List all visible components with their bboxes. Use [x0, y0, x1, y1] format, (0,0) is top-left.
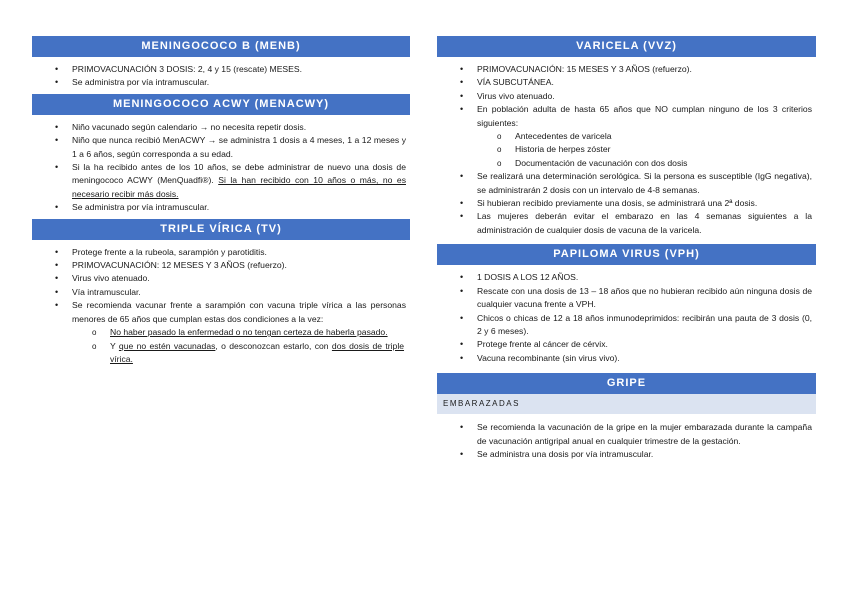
list-item: • Protege frente al cáncer de cérvix.: [437, 338, 816, 351]
underlined-note: dos dosis de triple vírica.: [110, 340, 405, 364]
menb-header: MENINGOCOCO B (MENB): [32, 36, 410, 57]
list-item: • Vacuna recombinante (sin virus vivo).: [437, 352, 816, 365]
gripe-header: GRIPE: [437, 373, 816, 394]
list-item: • Chicos o chicas de 12 a 18 años inmunodeprimidos: recibirán una pauta de 3 dosis (0, 2 y 6 meses).: [437, 312, 816, 339]
gripe-subheader: EMBARAZADAS: [437, 394, 816, 414]
list-item: • Protege frente a la rubeola, sarampión y parotiditis.: [32, 246, 410, 259]
list-item: • VÍA SUBCUTÁNEA.: [437, 76, 816, 89]
list-item: • Si hubieran recibido previamente una dosis, se administrará una 2ª dosis.: [437, 197, 816, 210]
list-item: • PRIMOVACUNACIÓN: 12 MESES Y 3 AÑOS (refuerzo).: [32, 259, 410, 272]
list-item: • Se administra por vía intramuscular.: [32, 76, 410, 89]
list-item: • Las mujeres deberán evitar el embarazo en las 4 semanas siguientes a la administración de cualquier dosis de vacuna de la varicela.: [437, 210, 816, 237]
list-item: • Se administra una dosis por vía intramuscular.: [437, 448, 816, 461]
list-item: • PRIMOVACUNACIÓN: 15 MESES Y 3 AÑOS (refuerzo).: [437, 63, 816, 76]
sub-list-item: o Historia de herpes zóster: [437, 143, 816, 156]
underlined-note: que no estén vacunadas: [118, 340, 216, 351]
varicela-list-continued: [437, 170, 816, 237]
list-item: • Niño vacunado según calendario → no necesita repetir dosis.: [32, 121, 410, 134]
list-item: • Se recomienda la vacunación de la gripe en la mujer embarazada durante la campaña de vacunación antigripal anual en cualquier trimestre de la gestación.: [437, 421, 816, 448]
list-item: [32, 161, 410, 201]
underlined-note: No haber pasado la enfermedad o no tengan certeza de haberla pasado.: [110, 327, 388, 338]
list-item: • Virus vivo atenuado.: [32, 272, 410, 285]
list-item-text: Si la ha recibido antes de los 10 años, se debe administrar de nuevo una dosis de meningococo ACWY (MenQuadfi®).: [72, 162, 406, 186]
list-item: • Se recomienda vacunar frente a sarampión con vacuna triple vírica a las personas menores de 65 años que cumplan estas dos condiciones a la vez:: [32, 299, 410, 326]
list-item: • Niño que nunca recibió MenACWY → se administra 1 dosis a 4 meses, 1 a 12 meses y 1 a 6 años, según corresponda a su edad.: [32, 134, 410, 161]
menacwy-header: MENINGOCOCO ACWY (MENACWY): [32, 94, 410, 115]
list-item: • Vía intramuscular.: [32, 286, 410, 299]
triple-viral-list: [32, 246, 410, 326]
text-fragment: Y: [110, 340, 116, 351]
underlined-note: Si la han recibido con 10 años o más, no es necesario recibir más dosis.: [72, 175, 406, 199]
menacwy-list: [32, 121, 410, 215]
sub-list-item: [32, 340, 410, 367]
menb-list: [32, 63, 410, 90]
triple-viral-header: TRIPLE VÍRICA (TV): [32, 219, 410, 240]
text-fragment: , o desconozcan estarlo, con: [215, 340, 329, 351]
list-item: • En población adulta de hasta 65 años que NO cumplan ninguno de los 3 criterios siguientes:: [437, 103, 816, 130]
varicela-list: [437, 63, 816, 130]
list-item: • Virus vivo atenuado.: [437, 90, 816, 103]
sub-list-item: o Antecedentes de varicela: [437, 130, 816, 143]
right-column: [437, 36, 816, 461]
list-item: • 1 DOSIS A LOS 12 AÑOS.: [437, 271, 816, 284]
left-column: [32, 36, 410, 366]
triple-viral-sublist: [32, 326, 410, 366]
varicela-sublist: [437, 130, 816, 170]
list-item: • Se administra por vía intramuscular.: [32, 201, 410, 214]
list-item: • Se realizará una determinación serológica. Si la persona es susceptible (IgG negativa), se administrarán 2 dosis con un intervalo de 4-8 semanas.: [437, 170, 816, 197]
list-item: • PRIMOVACUNACIÓN 3 DOSIS: 2, 4 y 15 (rescate) MESES.: [32, 63, 410, 76]
sub-list-item: o Documentación de vacunación con dos dosis: [437, 157, 816, 170]
vph-list: [437, 271, 816, 365]
vph-header: PAPILOMA VIRUS (VPH): [437, 244, 816, 265]
list-item: • Rescate con una dosis de 13 – 18 años que no hubieran recibido aún ninguna dosis de cualquier vacuna frente a VPH.: [437, 285, 816, 312]
varicela-header: VARICELA (VVZ): [437, 36, 816, 57]
gripe-list: [437, 421, 816, 461]
sub-list-item: [32, 326, 410, 339]
